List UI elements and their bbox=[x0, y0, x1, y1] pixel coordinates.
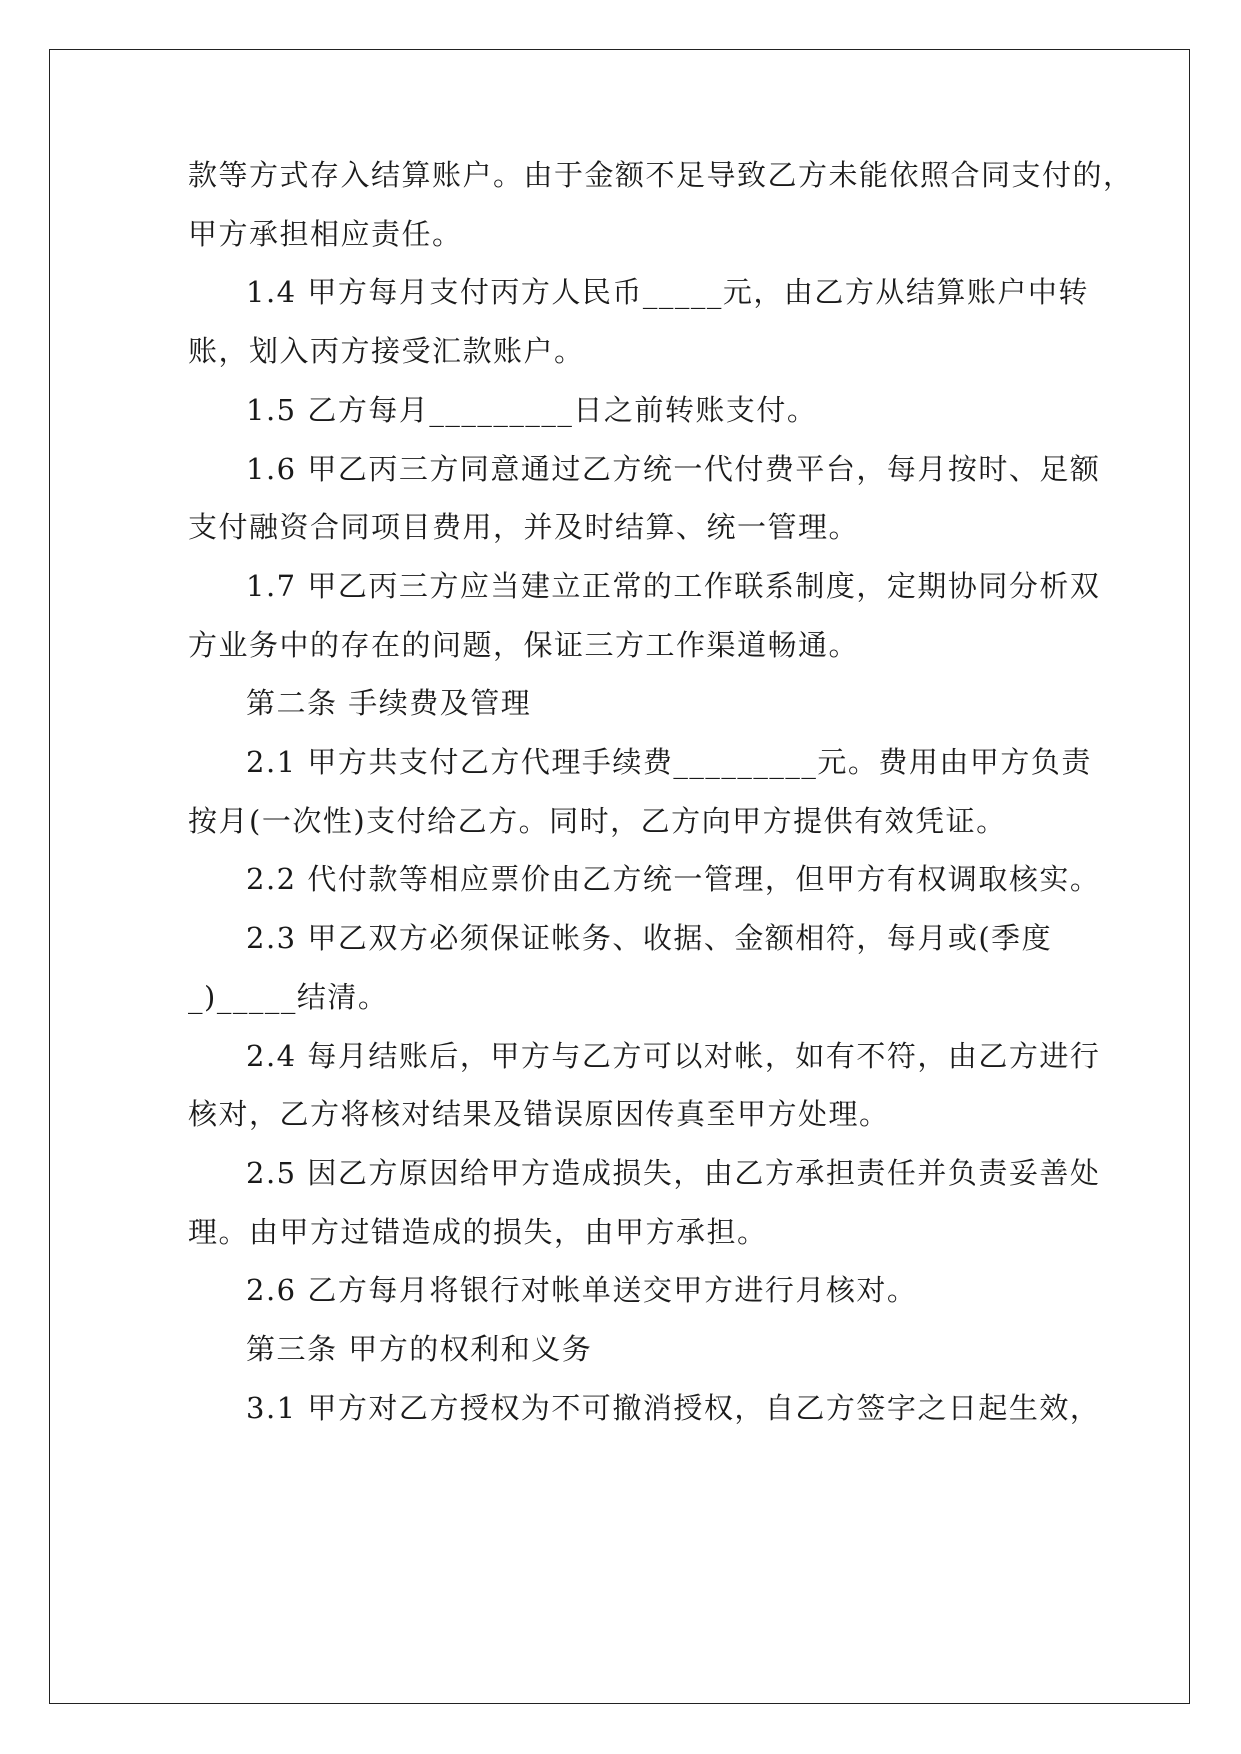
text-line: 甲方承担相应责任。 bbox=[188, 216, 463, 251]
text-line: 2.3 甲乙双方必须保证帐务、收据、金额相符，每月或(季度 bbox=[246, 921, 1053, 956]
text-line: 2.5 因乙方原因给甲方造成损失，由乙方承担责任并负责妥善处 bbox=[246, 1155, 1101, 1190]
text-line: 理。由甲方过错造成的损失，由甲方承担。 bbox=[188, 1214, 768, 1249]
text-line: 3.1 甲方对乙方授权为不可撤消授权，自乙方签字之日起生效， bbox=[246, 1390, 1101, 1425]
text-line: 按月(一次性)支付给乙方。同时，乙方向甲方提供有效凭证。 bbox=[188, 803, 1007, 838]
text-line: _)_____结清。 bbox=[188, 979, 389, 1014]
text-line: 1.6 甲乙丙三方同意通过乙方统一代付费平台，每月按时、足额 bbox=[246, 451, 1101, 486]
section-heading: 第三条 甲方的权利和义务 bbox=[246, 1332, 593, 1366]
text-line: 1.4 甲方每月支付丙方人民币_____元，由乙方从结算账户中转 bbox=[246, 275, 1089, 310]
text-line: 账，划入丙方接受汇款账户。 bbox=[188, 334, 585, 369]
text-line: 2.4 每月结账后，甲方与乙方可以对帐，如有不符，由乙方进行 bbox=[246, 1038, 1101, 1073]
text-line: 2.1 甲方共支付乙方代理手续费_________元。费用由甲方负责 bbox=[246, 745, 1092, 779]
text-line: 方业务中的存在的问题，保证三方工作渠道畅通。 bbox=[188, 627, 860, 662]
text-line: 2.6 乙方每月将银行对帐单送交甲方进行月核对。 bbox=[246, 1273, 918, 1308]
text-line: 1.5 乙方每月_________日之前转账支付。 bbox=[246, 392, 818, 427]
text-line: 1.7 甲乙丙三方应当建立正常的工作联系制度，定期协同分析双 bbox=[246, 568, 1101, 603]
text-line: 2.2 代付款等相应票价由乙方统一管理，但甲方有权调取核实。 bbox=[246, 862, 1101, 897]
text-line: 款等方式存入结算账户。由于金额不足导致乙方未能依照合同支付的， bbox=[188, 158, 1134, 192]
text-line: 支付融资合同项目费用，并及时结算、统一管理。 bbox=[188, 510, 860, 545]
section-heading: 第二条 手续费及管理 bbox=[246, 686, 532, 721]
text-line: 核对，乙方将核对结果及错误原因传真至甲方处理。 bbox=[188, 1097, 890, 1132]
